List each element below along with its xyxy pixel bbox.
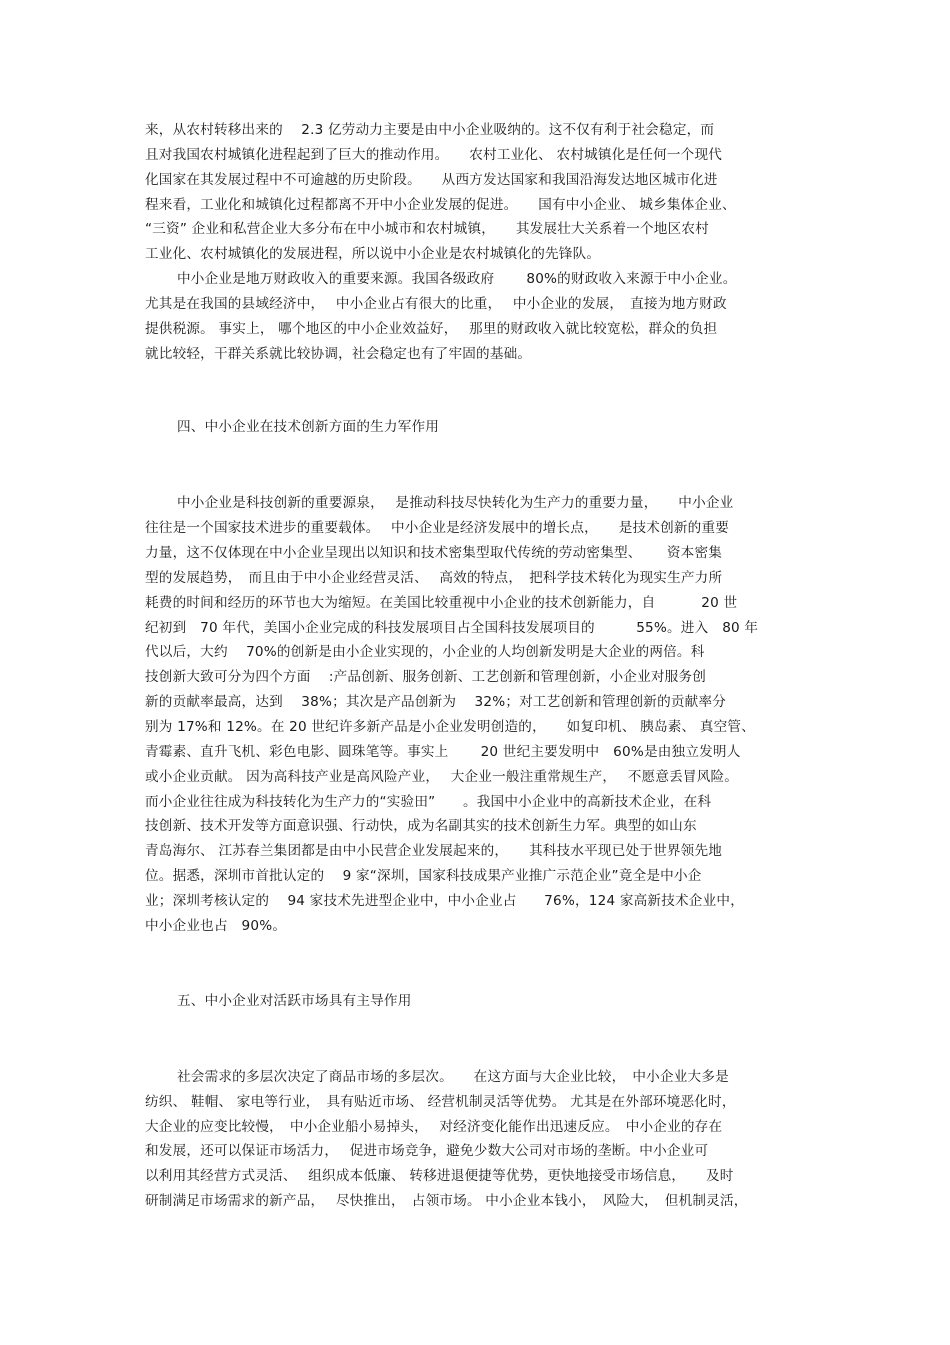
text-line: 且对我国农村城镇化进程起到了巨大的推动作用。 农村工业化、 农村城镇化是任何一个现代	[145, 147, 723, 163]
text-line: 青霉素、直升飞机、彩色电影、圆珠笔等。事实上 20 世纪主要发明中 60%是由独立发明人	[145, 744, 741, 760]
text-line: 技创新大致可分为四个方面 :产品创新、服务创新、工艺创新和管理创新，小企业对服务创	[145, 669, 707, 685]
text-line: 代以后，大约 70%的创新是由小企业实现的，小企业的人均创新发明是大企业的两倍。科	[145, 644, 705, 660]
text-line: 研制满足市场需求的新产品， 尽快推出， 占领市场。 中小企业本钱小， 风险大， 但机制灵活，	[145, 1193, 748, 1209]
text-line: 技创新、技术开发等方面意识强、行动快，成为名副其实的技术创新生力军。典型的如山东	[145, 818, 697, 834]
text-line: 位。据悉，深圳市首批认定的 9 家“深圳，国家科技成果产业推广示范企业”竟全是中小企	[145, 868, 702, 884]
text-line: 青岛海尔、 江苏春兰集团都是由中小民营企业发展起来的， 其科技水平现已处于世界领先地	[145, 843, 723, 859]
text-line: 力量，这不仅体现在中小企业呈现出以知识和技术密集型取代传统的劳动密集型、 资本密集	[145, 545, 723, 561]
text-line: 和发展，还可以保证市场活力， 促进市场竞争，避免少数大公司对市场的垄断。中小企业可	[145, 1143, 709, 1159]
text-line: 型的发展趋势， 而且由于中小企业经营灵活、 高效的特点， 把科学技术转化为现实生产力所	[145, 570, 723, 586]
text-line: 而小企业往往成为科技转化为生产力的“实验田” 。我国中小企业中的高新技术企业，在科	[145, 794, 712, 810]
text-line: 业；深圳考核认定的 94 家技术先进型企业中，中小企业占 76%，124 家高新技术企业中，	[145, 893, 744, 909]
text-line: 纺织、 鞋帽、 家电等行业， 具有贴近市场、 经营机制灵活等优势。 尤其是在外部环境恶化时，	[145, 1094, 736, 1110]
text-line: 工业化、农村城镇化的发展进程，所以说中小企业是农村城镇化的先锋队。	[145, 246, 601, 262]
text-line: 就比较轻，干群关系就比较协调，社会稳定也有了牢固的基础。	[145, 346, 532, 362]
section-heading: 四、中小企业在技术创新方面的生力军作用	[177, 419, 440, 435]
text-line: 提供税源。 事实上， 哪个地区的中小企业效益好， 那里的财政收入就比较宽松，群众的负担	[145, 321, 718, 337]
text-line: 耗费的时间和经历的环节也大为缩短。在美国比较重视中小企业的技术创新能力，自 20 世	[145, 595, 738, 611]
text-line: 别为 17%和 12%。在 20 世纪许多新产品是小企业发明创造的， 如复印机、 胰岛素、 真空管、	[145, 719, 756, 735]
section-heading: 五、中小企业对活跃市场具有主导作用	[177, 993, 412, 1009]
text-line: 中小企业是科技创新的重要源泉， 是推动科技尽快转化为生产力的重要力量， 中小企业	[177, 495, 734, 511]
text-line: 中小企业是地万财政收入的重要来源。我国各级政府 80%的财政收入来源于中小企业。	[177, 271, 737, 287]
text-line: 大企业的应变比较慢， 中小企业船小易掉头， 对经济变化能作出迅速反应。 中小企业的存在	[145, 1119, 723, 1135]
text-line: 或小企业贡献。 因为高科技产业是高风险产业， 大企业一般注重常规生产， 不愿意丢冒风险。	[145, 769, 739, 785]
text-line: 以利用其经营方式灵活、 组织成本低廉、 转移进退便捷等优势，更快地接受市场信息， 及时	[145, 1168, 734, 1184]
text-line: 化国家在其发展过程中不可逾越的历史阶段。 从西方发达国家和我国沿海发达地区城市化进	[145, 172, 718, 188]
text-line: 往往是一个国家技术进步的重要载体。 中小企业是经济发展中的增长点， 是技术创新的重要	[145, 520, 730, 536]
text-line: 纪初到 70 年代，美国小企业完成的科技发展项目占全国科技发展项目的 55%。进入 80 年	[145, 620, 759, 636]
text-line: 新的贡献率最高，达到 38%；其次是产品创新为 32%；对工艺创新和管理创新的贡献率分	[145, 694, 727, 710]
text-line: 社会需求的多层次决定了商品市场的多层次。 在这方面与大企业比较， 中小企业大多是	[177, 1069, 729, 1085]
text-line: “三资” 企业和私营企业大多分布在中小城市和农村城镇， 其发展壮大关系着一个地区农村	[145, 221, 709, 237]
text-line: 来，从农村转移出来的 2.3 亿劳动力主要是由中小企业吸纳的。这不仅有利于社会稳定，而	[145, 122, 715, 138]
text-line: 中小企业也占 90%。	[145, 918, 287, 934]
text-line: 程来看，工业化和城镇化过程都离不开中小企业发展的促进。 国有中小企业、 城乡集体企业、	[145, 197, 736, 213]
text-line: 尤其是在我国的县域经济中， 中小企业占有很大的比重， 中小企业的发展， 直接为地方财政	[145, 296, 727, 312]
